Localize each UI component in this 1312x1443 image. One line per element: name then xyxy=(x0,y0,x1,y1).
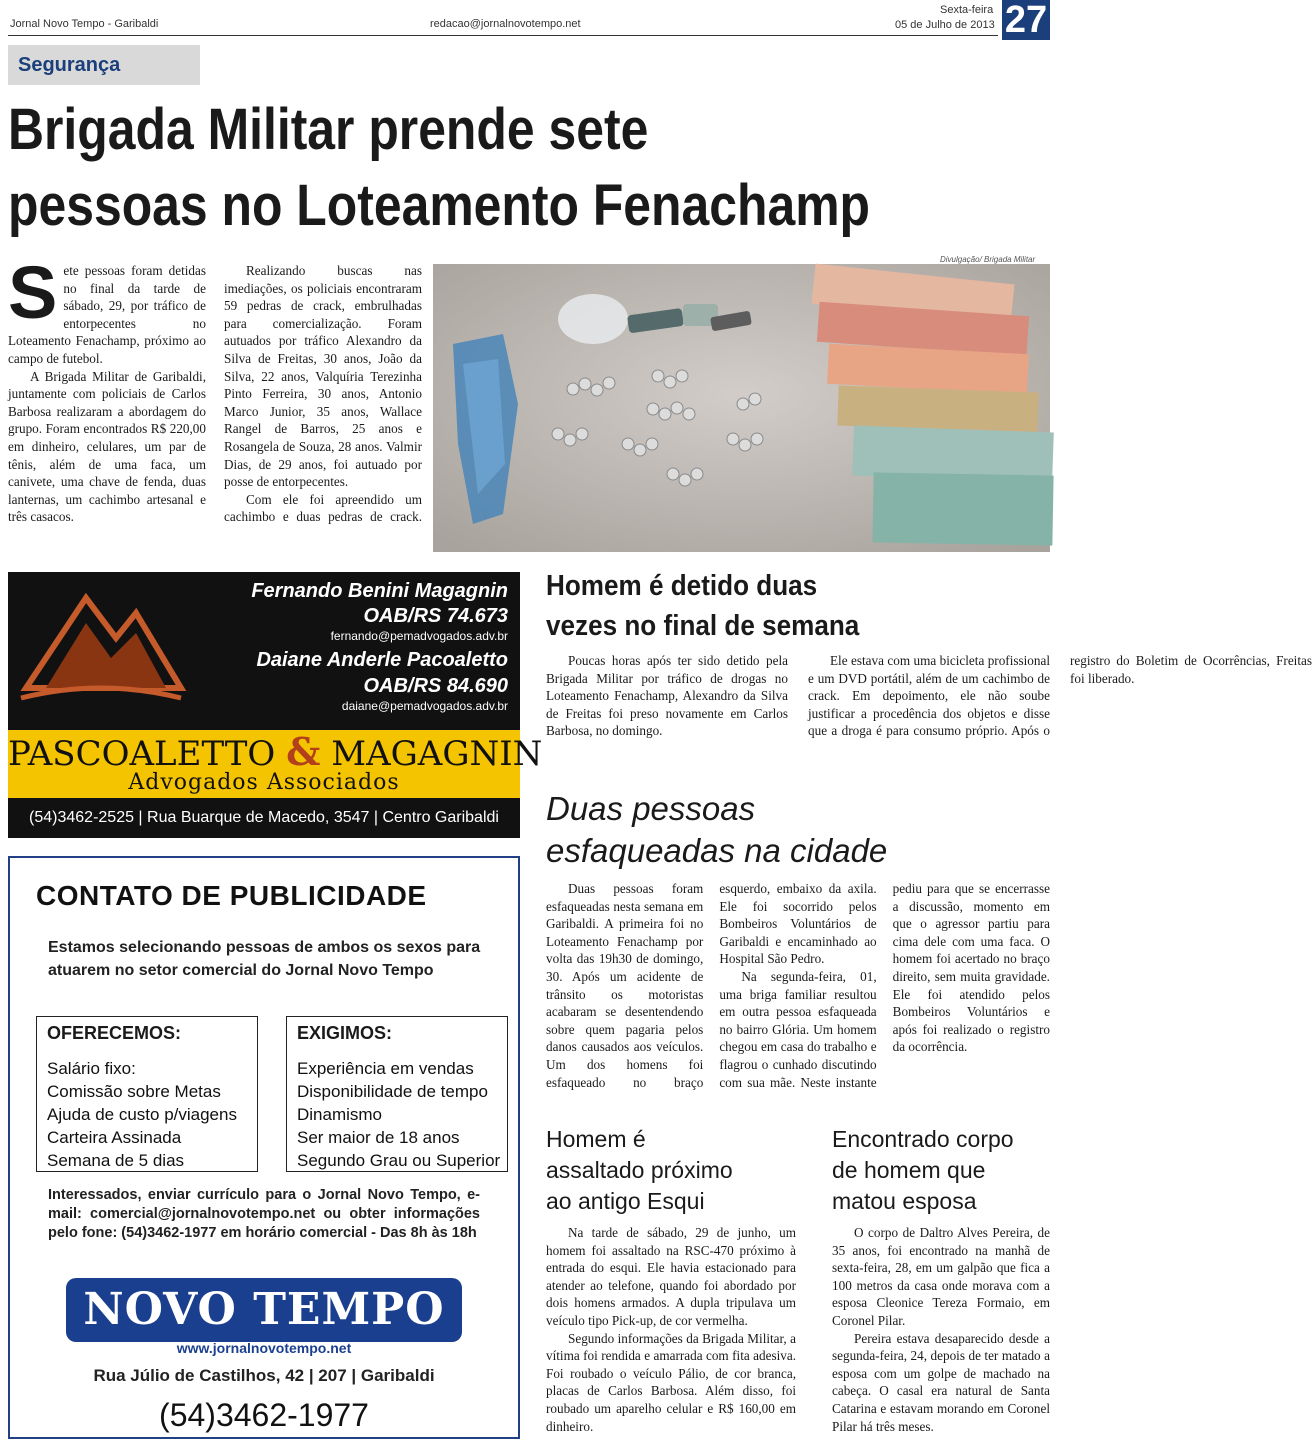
page-number: 27 xyxy=(1002,0,1050,40)
offer-title: OFERECEMOS: xyxy=(47,1023,182,1043)
article4-headline-line3: ao antigo Esqui xyxy=(546,1188,705,1214)
main-article-para: Com ele foi apreendido um cachimbo e duas pedras de crack. xyxy=(224,491,422,525)
offer-item: Semana de 5 dias xyxy=(47,1151,185,1170)
article5-headline xyxy=(832,1124,1052,1217)
article2-body xyxy=(546,652,1312,764)
requirements-title: EXIGIMOS: xyxy=(297,1023,393,1043)
main-article-body xyxy=(8,251,422,558)
main-headline-line2: pessoas no Loteamento Fenachamp xyxy=(8,173,871,238)
header-weekday: Sexta-feira xyxy=(940,4,994,16)
offer-item: Ajuda de custo p/viagens xyxy=(47,1105,237,1124)
requirement-item: Segundo Grau ou Superior xyxy=(297,1151,501,1170)
article5-body xyxy=(832,1224,1050,1435)
article3-headline-line2: esfaqueadas na cidade xyxy=(546,832,888,869)
lawyer-name-1: Fernando Benini Magagnin xyxy=(251,580,508,602)
main-headline-line1: Brigada Militar prende sete xyxy=(8,97,649,162)
article3-headline xyxy=(546,788,1046,872)
lawyer-block-1 xyxy=(251,578,508,714)
firm-subtitle: Advogados Associados xyxy=(128,770,400,795)
offer-item: Comissão sobre Metas xyxy=(47,1082,221,1101)
header-date: 05 de Julho de 2013 xyxy=(895,19,995,31)
article5-headline-line1: Encontrado corpo xyxy=(832,1126,1014,1152)
header-email: redacao@jornalnovotempo.net xyxy=(430,18,581,30)
main-article-para: Sete pessoas foram detidas no final da tarde de sábado, 29, por tráfico de entorpecentes no Loteamento Fenachamp, próximo ao campo de futebol. xyxy=(8,251,206,366)
article3-para: Na segunda-feira, 01, uma briga familiar resultou em outra pessoa esfaqueada no bairro Glória. Um homem chegou em casa do trabalho e flagrou o cunhado discutindo com sua mãe. Neste instante pediu para que se encerrasse a discussão, momento em que o agressor partiu para cima dele com uma faca. O homem foi acertado no braço direito, sem muita gravidade. Ele foi atendido pelos Bombeiros Voluntários e após foi realizado o registro da ocorrência. xyxy=(719,881,1050,1090)
novo-tempo-logo: NOVO TEMPO xyxy=(66,1278,462,1342)
header-paper-name: Jornal Novo Tempo - Garibaldi xyxy=(10,18,159,30)
mountain-logo-icon xyxy=(16,578,186,708)
article2-para: Ele estava com uma bicicleta profissional e um DVD portátil, além de um cachimbo de crack. Em depoimento, ele não soube justificar a procedência dos objetos e disse que a droga é para consumo próprio. Após o registro do Boletim de Ocorrências, Freitas foi liberado. xyxy=(808,653,1312,739)
pub-phone: (54)3462-1977 xyxy=(159,1397,369,1433)
pub-title: CONTATO DE PUBLICIDADE xyxy=(36,880,427,911)
lawyer-name-2: Daiane Anderle Pacoaletto xyxy=(256,649,508,671)
main-headline xyxy=(8,92,902,244)
section-label: Segurança xyxy=(18,54,121,76)
section-tag xyxy=(8,45,200,85)
article3-headline-line1: Duas pessoas xyxy=(546,790,756,827)
dropcap: S xyxy=(8,251,58,334)
lawyer-oab-1: OAB/RS 74.673 xyxy=(363,605,508,627)
article4-headline-line2: assaltado próximo xyxy=(546,1157,733,1183)
requirement-item: Ser maior de 18 anos xyxy=(297,1128,460,1147)
publicity-ad xyxy=(8,856,520,1439)
pub-site-link[interactable]: www.jornalnovotempo.net xyxy=(176,1340,352,1356)
article3-para: Duas pessoas foram esfaqueadas nesta semana em Garibaldi. A primeira foi no Loteamento Fenachamp por volta das 19h30 de domingo, 30. Após um acidente de trânsito os motoristas acabaram se desentendendo sobre quem pagaria pelos danos causados aos veículos. Um dos homens foi esfaqueado no braço esquerdo, embaixo da axila. Ele foi socorrido pelos Bombeiros Voluntários de Garibaldi e encaminhado ao Hospital São Pedro. xyxy=(546,881,877,1090)
lawyer-email-2: daiane@pemadvogados.adv.br xyxy=(341,699,508,713)
article2-headline-line2: vezes no final de semana xyxy=(546,610,860,642)
article4-para: Segundo informações da Brigada Militar, a vítima foi rendida e amarrada com fita adesiva. Foi roubado o veículo Pálio, de cor branca, placas de Carlos Barbosa. Além disso, foi roubado um aparelho celular e R$ 160,00 em dinheiro. xyxy=(546,1330,796,1434)
article5-headline-line2: de homem que xyxy=(832,1157,986,1183)
article4-headline xyxy=(546,1124,786,1217)
offer-box xyxy=(36,1016,258,1172)
lawyer-email-1: fernando@pemadvogados.adv.br xyxy=(330,629,508,643)
requirement-item: Disponibilidade de tempo xyxy=(297,1082,488,1101)
pub-contact-text: Interessados, enviar currículo para o Jornal Novo Tempo, e-mail: comercial@jornalnovotempo.net ou obter informações pelo fone: (54)3462-1977 em horário comercial - Das 8h às 18h xyxy=(48,1187,480,1241)
article4-body xyxy=(546,1224,796,1435)
article2-headline-line1: Homem é detido duas xyxy=(546,570,818,602)
evidence-photo xyxy=(433,264,1050,552)
pub-intro: Estamos selecionando pessoas de ambos os sexos para atuarem no setor comercial do Jornal Novo Tempo xyxy=(48,939,481,979)
offer-item: Carteira Assinada xyxy=(47,1128,182,1147)
article2-headline xyxy=(546,566,1014,646)
requirement-item: Experiência em vendas xyxy=(297,1059,474,1078)
article2-para: Poucas horas após ter sido detido pela Brigada Militar por tráfico de drogas no Loteamento Fenachamp, Alexandro da Silva de Freitas foi preso novamente em Carlos Barbosa, no domingo. xyxy=(546,653,788,739)
firm-contact: (54)3462-2525 | Rua Buarque de Macedo, 3547 | Centro Garibaldi xyxy=(29,809,499,826)
article4-para: Na tarde de sábado, 29 de junho, um homem foi assaltado na RSC-470 próximo à entrada do esqui. Ele havia estacionado para atender ao telefone, quando foi abordado por dois homens armados. A dupla tripulava um veículo tipo Pick-up, de cor vermelha. xyxy=(546,1225,796,1328)
header-rule xyxy=(8,35,998,36)
requirements-list xyxy=(297,1057,500,1172)
firm-name-band xyxy=(8,729,543,798)
offer-list xyxy=(47,1057,237,1172)
main-article-para: Realizando buscas nas imediações, os policiais encontraram 59 pedras de crack, embrulhadas para comercialização. Foram autuados por tráfico Alexandro da Silva de Freitas, 30 anos, João da Silva, 22 anos, Valquíria Terezinha Pinto Ferreira, 30 anos, Antonio Marco Junior, 35 anos, Wallace Rangel de Barros, 25 anos e Rosangela de Souza, 28 anos. Valmir Dias, de 29 anos, foi autuado por posse de entorpecentes. xyxy=(224,263,422,490)
article5-para: O corpo de Daltro Alves Pereira, de 35 anos, foi encontrado na manhã de sexta-feira, 28, em um galpão que fica a 100 metros da casa onde morava com a esposa Cleonice Tereza Formaio, em Coronel Pilar. xyxy=(832,1225,1050,1328)
article5-headline-line3: matou esposa xyxy=(832,1188,977,1214)
article5-para: Pereira estava desaparecido desde a segunda-feira, 24, depois de ter matado a esposa com um golpe de machado na cabeça. O casal era natural de Santa Catarina e estavam morando em Coronel Pilar há três meses. xyxy=(832,1330,1050,1434)
firm-name: PASCOALETTO & MAGAGNIN xyxy=(8,729,543,774)
photo-credit: Divulgação/ Brigada Militar xyxy=(940,255,1036,264)
requirements-box xyxy=(286,1016,508,1172)
main-article-para: A Brigada Militar de Garibaldi, juntamente com policiais de Carlos Barbosa realizaram a abordagem do grupo. Foram encontrados R$ 220,00 em dinheiro, celulares, um par de tênis, além de uma faca, um canivete, uma chave de fenda, duas lanternas, um cachimbo artesanal e três casacos. xyxy=(8,368,206,525)
pub-address: Rua Júlio de Castilhos, 42 | 207 | Garibaldi xyxy=(93,1366,435,1385)
law-firm-ad xyxy=(8,572,543,838)
evidence-photo-illustration xyxy=(433,264,1050,552)
requirement-item: Dinamismo xyxy=(297,1105,383,1124)
offer-item: Salário fixo: xyxy=(47,1059,136,1078)
article3-body xyxy=(546,880,1050,1108)
article4-headline-line1: Homem é xyxy=(546,1126,646,1152)
lawyer-oab-2: OAB/RS 84.690 xyxy=(363,675,508,697)
